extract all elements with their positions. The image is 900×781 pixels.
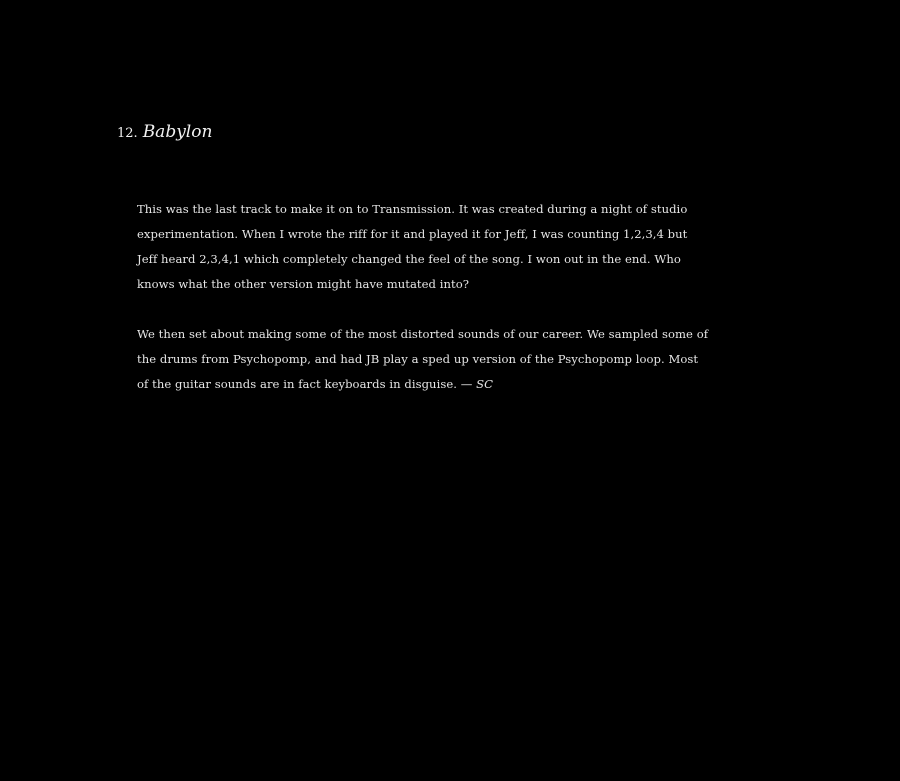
notes-line: knows what the other version might have mutated into? (137, 277, 470, 291)
notes-paragraph-2 (137, 322, 762, 397)
notes-line (137, 372, 762, 397)
notes-line: We then set about making some of the most distorted sounds of our career. We sampled some of (137, 327, 709, 341)
author-signature: — SC (460, 377, 494, 391)
notes-line: experimentation. When I wrote the riff for it and played it for Jeff, I was counting 1,2,3,4 but (137, 227, 688, 241)
notes-line: This was the last track to make it on to Transmission. It was created during a night of studio (137, 202, 688, 216)
track-title: Babylon (142, 122, 213, 142)
track-heading (117, 118, 212, 148)
track-notes (137, 197, 762, 422)
notes-paragraph-1 (137, 197, 762, 297)
notes-line-text: of the guitar sounds are in fact keyboards in disguise. (137, 377, 457, 391)
track-number: 12. (117, 126, 138, 141)
notes-line: Jeff heard 2,3,4,1 which completely changed the feel of the song. I won out in the end. Who (137, 252, 681, 266)
notes-line: the drums from Psychopomp, and had JB play a sped up version of the Psychopomp loop. Most (137, 352, 699, 366)
